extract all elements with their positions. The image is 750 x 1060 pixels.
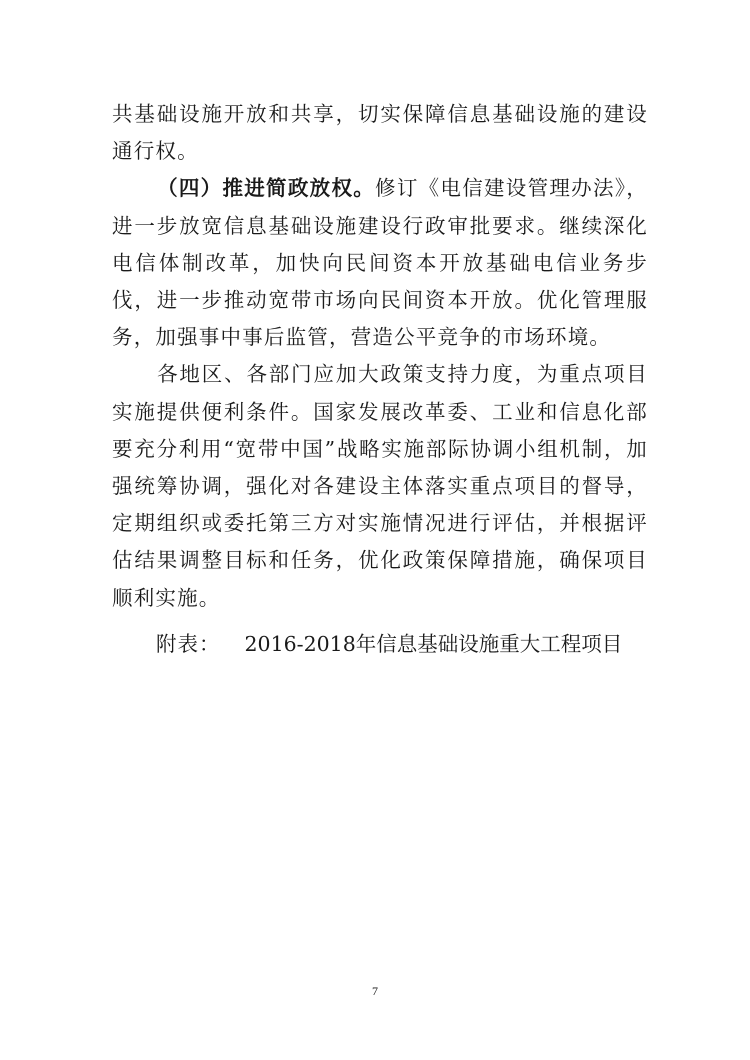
paragraph-policy-support: [112, 356, 648, 616]
appendix-title: 2016-2018年信息基础设施重大工程项目: [244, 632, 623, 656]
appendix-label: 附表：: [156, 632, 221, 656]
section-heading: （四）推进简政放权。: [157, 176, 376, 201]
page-number: 7: [372, 984, 378, 998]
paragraph-text: 各地区、各部门应加大政策支持力度，为重点项目实施提供便利条件。国家发展改革委、工业和信息化部要充分利用“宽带中国”战略实施部际协调小组机制，加强统筹协调，强化对各建设主体落实重点项目的督导，定期组织或委托第三方对实施情况进行评估，并根据评估结果调整目标和任务，优化政策保障措施，确保项目顺利实施。: [112, 362, 648, 610]
paragraph-continuation: [112, 96, 648, 170]
appendix-line: [156, 626, 622, 663]
paragraph-simplify-administration: [112, 170, 648, 356]
paragraph-text: 共基础设施开放和共享，切实保障信息基础设施的建设通行权。: [112, 102, 648, 164]
body-text: [112, 96, 648, 617]
paragraph-text: 修订《电信建设管理办法》，进一步放宽信息基础设施建设行政审批要求。继续深化电信体制改革，加快向民间资本开放基础电信业务步伐，进一步推动宽带市场向民间资本开放。优化管理服务，加强事中事后监管，营造公平竞争的市场环境。: [112, 176, 648, 350]
